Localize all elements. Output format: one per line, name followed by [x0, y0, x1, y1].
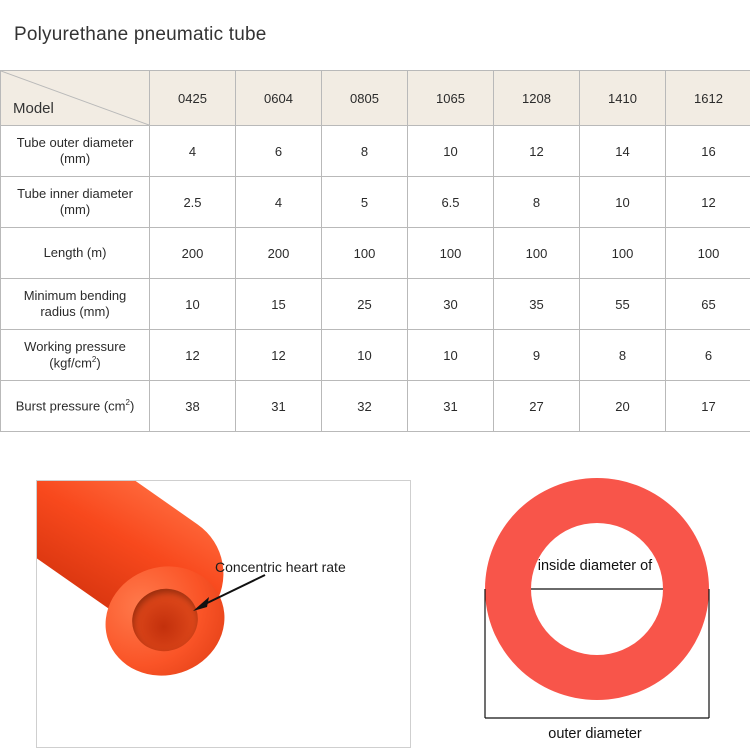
row-label-line1: Burst pressure $(cm^2)$ [15, 397, 135, 414]
cell-burst-pressure-3: 31 [408, 381, 494, 432]
table-row [1, 381, 750, 432]
row-label-working-pressure [1, 330, 150, 381]
cell-burst-pressure-4: 27 [494, 381, 580, 432]
cell-burst-pressure-1: 31 [236, 381, 322, 432]
header-model-3: 1065 [408, 71, 494, 126]
table-row [1, 126, 750, 177]
cell-bending-radius-1: 15 [236, 279, 322, 330]
row-label-line1: Working pressure [24, 338, 126, 354]
specification-table [0, 70, 750, 432]
cell-working-pressure-0: 12 [150, 330, 236, 381]
table-header-row [1, 71, 750, 126]
concentric-caption: Concentric heart rate [215, 559, 346, 575]
cell-inner-diameter-5: 10 [580, 177, 666, 228]
corner-model-cell [1, 71, 150, 126]
cell-length-4: 100 [494, 228, 580, 279]
cell-working-pressure-6: 6 [666, 330, 750, 381]
cell-length-3: 100 [408, 228, 494, 279]
cell-bending-radius-2: 25 [322, 279, 408, 330]
row-label-bending-radius [1, 279, 150, 330]
row-label-outer-diameter [1, 126, 150, 177]
cell-outer-diameter-4: 12 [494, 126, 580, 177]
cell-working-pressure-3: 10 [408, 330, 494, 381]
cell-inner-diameter-4: 8 [494, 177, 580, 228]
ring-diagram [455, 470, 735, 750]
row-label-line1: Tube inner diameter [17, 185, 133, 201]
row-label-burst-pressure [1, 381, 150, 432]
cell-burst-pressure-2: 32 [322, 381, 408, 432]
cell-burst-pressure-0: 38 [150, 381, 236, 432]
cell-burst-pressure-6: 17 [666, 381, 750, 432]
row-label-line2: (mm) [59, 151, 91, 166]
page-title: Polyurethane pneumatic tube [14, 24, 267, 45]
cell-working-pressure-2: 10 [322, 330, 408, 381]
row-label-line2: radius (mm) [40, 304, 110, 319]
row-label-line1: Length (m) [43, 244, 107, 260]
cell-burst-pressure-5: 20 [580, 381, 666, 432]
cell-outer-diameter-6: 16 [666, 126, 750, 177]
cell-outer-diameter-2: 8 [322, 126, 408, 177]
cell-bending-radius-3: 30 [408, 279, 494, 330]
table-row [1, 228, 750, 279]
row-label-inner-diameter [1, 177, 150, 228]
cell-bending-radius-4: 35 [494, 279, 580, 330]
table-row [1, 177, 750, 228]
outer-diameter-label: outer diameter [548, 726, 642, 742]
cell-inner-diameter-3: 6.5 [408, 177, 494, 228]
cell-inner-diameter-2: 5 [322, 177, 408, 228]
row-label-line1: Tube outer diameter [16, 134, 134, 150]
cell-working-pressure-5: 8 [580, 330, 666, 381]
table-row [1, 330, 750, 381]
corner-model-label: Model [13, 100, 54, 117]
cell-bending-radius-5: 55 [580, 279, 666, 330]
dimension-lines-icon [455, 470, 735, 750]
row-label-length [1, 228, 150, 279]
header-model-1: 0604 [236, 71, 322, 126]
cell-length-0: 200 [150, 228, 236, 279]
cell-working-pressure-4: 9 [494, 330, 580, 381]
cell-outer-diameter-5: 14 [580, 126, 666, 177]
figures-section [0, 470, 750, 750]
cell-working-pressure-1: 12 [236, 330, 322, 381]
header-model-0: 0425 [150, 71, 236, 126]
header-model-2: 0805 [322, 71, 408, 126]
table-row [1, 279, 750, 330]
cell-length-2: 100 [322, 228, 408, 279]
cell-outer-diameter-3: 10 [408, 126, 494, 177]
cell-inner-diameter-6: 12 [666, 177, 750, 228]
tube-photo [36, 480, 411, 748]
row-label-line2: $(kgf/cm^2)$ [49, 354, 101, 371]
cell-bending-radius-0: 10 [150, 279, 236, 330]
pointer-arrow-icon [187, 573, 267, 613]
header-model-5: 1410 [580, 71, 666, 126]
cell-length-1: 200 [236, 228, 322, 279]
cell-inner-diameter-1: 4 [236, 177, 322, 228]
cell-outer-diameter-1: 6 [236, 126, 322, 177]
cell-outer-diameter-0: 4 [150, 126, 236, 177]
header-model-6: 1612 [666, 71, 750, 126]
header-model-4: 1208 [494, 71, 580, 126]
cell-bending-radius-6: 65 [666, 279, 750, 330]
row-label-line2: (mm) [59, 202, 91, 217]
inside-diameter-label: inside diameter of [537, 558, 653, 574]
cell-length-5: 100 [580, 228, 666, 279]
row-label-line1: Minimum bending [23, 287, 127, 303]
cell-inner-diameter-0: 2.5 [150, 177, 236, 228]
cell-length-6: 100 [666, 228, 750, 279]
